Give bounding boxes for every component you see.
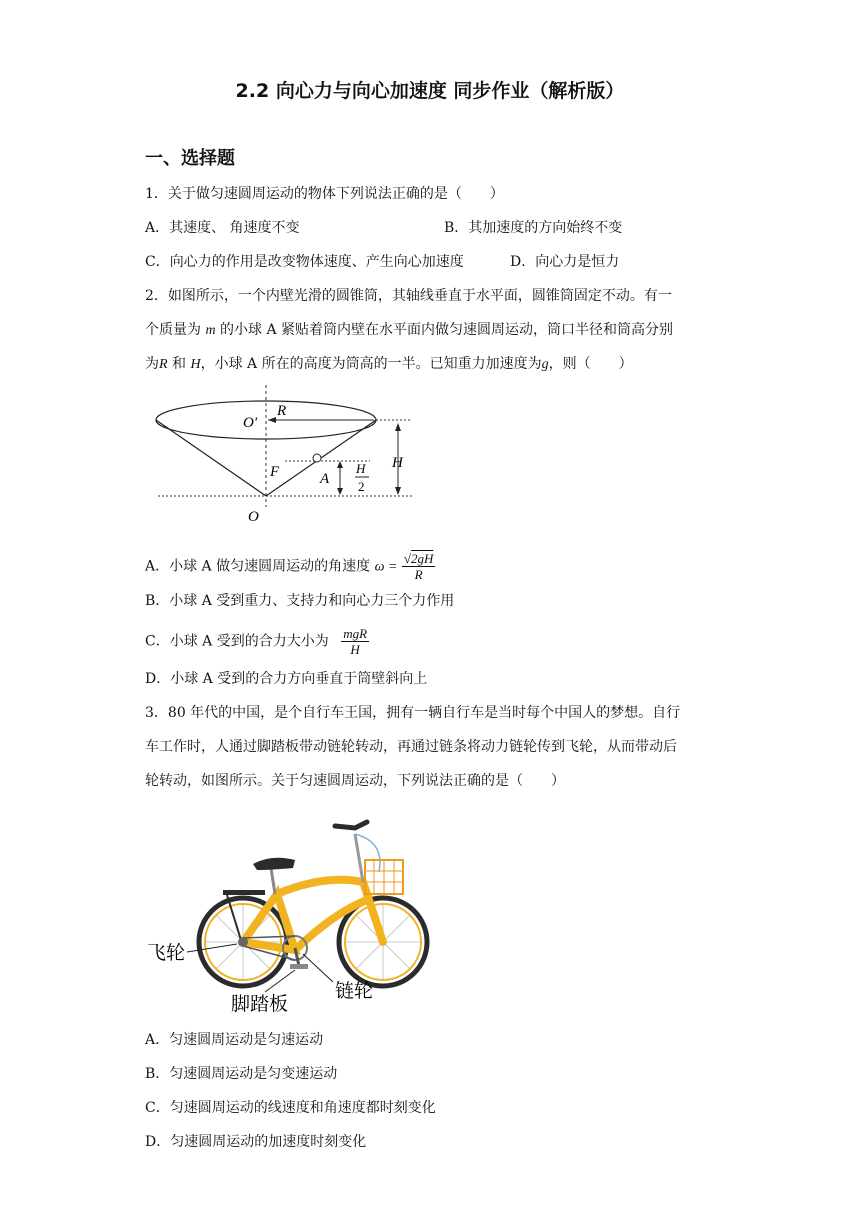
q2-var-m: m [205, 323, 216, 338]
label-flywheel: 飞轮 [147, 943, 186, 964]
bicycle-figure [145, 812, 445, 1022]
label-r: R [277, 403, 287, 419]
q2-var-r: R [159, 357, 168, 372]
q2-option-c [145, 626, 369, 656]
label-h-half-den: 2 [358, 479, 365, 494]
q2-option-c-text: C．小球 A 受到的合力大小为 [145, 633, 329, 650]
section-heading: 一、选择题 [145, 148, 235, 169]
label-chainwheel: 链轮 [335, 981, 374, 1002]
q2-option-a-text: A．小球 A 做匀速圆周运动的角速度 [145, 558, 371, 575]
q1-option-d: D．向心力是恒力 [510, 254, 620, 270]
q3-option-a: A．匀速圆周运动是匀速运动 [145, 1032, 324, 1048]
q2-option-a [145, 551, 435, 581]
q1-stem: 1．关于做匀速圆周运动的物体下列说法正确的是（ ） [145, 186, 504, 202]
omega-numerator: √2gH [403, 551, 434, 566]
document-title: 2.2 向心力与向心加速度 同步作业（解析版） [235, 80, 625, 102]
label-o: O [248, 509, 259, 525]
q2-stem-line2 [145, 320, 673, 341]
label-h: H [392, 455, 403, 471]
q2-text: ，小球 A 所在的高度为筒高的一半。已知重力加速度为 [200, 356, 542, 372]
q3-stem-line3: 轮转动，如图所示。关于匀速圆周运动，下列说法正确的是（ ） [145, 773, 565, 789]
q2-text: ，则（ ） [548, 356, 633, 372]
omega-radicand: 2gH [411, 551, 434, 566]
label-pedal: 脚踏板 [231, 994, 289, 1015]
q2-text: 为 [145, 356, 159, 372]
q2-option-d: D．小球 A 受到的合力方向垂直于筒壁斜向上 [145, 671, 428, 687]
omega-symbol: ω = [374, 559, 398, 575]
force-fraction [341, 626, 369, 657]
q3-option-c: C．匀速圆周运动的线速度和角速度都时刻变化 [145, 1100, 436, 1116]
q1-option-b: B．其加速度的方向始终不变 [444, 220, 623, 236]
q1-option-a: A．其速度、 角速度不变 [145, 220, 300, 236]
q2-stem-line3 [145, 354, 633, 375]
q2-text: 的小球 A 紧贴着筒内壁在水平面内做匀速圆周运动，筒口半径和筒高分别 [220, 322, 674, 338]
q2-var-g: g [541, 357, 549, 372]
omega-denominator: R [414, 567, 423, 582]
q2-text: 和 [172, 356, 187, 372]
q3-stem-line2: 车工作时，人通过脚踏板带动链轮转动，再通过链条将动力链轮传到飞轮，从而带动后 [145, 739, 677, 755]
cone-figure [150, 385, 430, 525]
q3-option-b: B．匀速圆周运动是匀变速运动 [145, 1066, 338, 1082]
label-f: F [270, 464, 280, 480]
omega-fraction [402, 551, 436, 582]
force-denominator: H [350, 642, 360, 657]
force-numerator: mgR [343, 626, 368, 641]
label-h-half-num: H [356, 461, 366, 476]
q3-option-d: D．匀速圆周运动的加速度时刻变化 [145, 1134, 367, 1150]
q3-stem-line1: 3．80 年代的中国，是个自行车王国，拥有一辆自行车是当时每个中国人的梦想。自行 [145, 705, 681, 721]
label-o-prime: O′ [243, 415, 258, 431]
q1-option-c: C．向心力的作用是改变物体速度、产生向心加速度 [145, 254, 464, 270]
q2-stem-line1: 2．如图所示，一个内壁光滑的圆锥筒，其轴线垂直于水平面，圆锥筒固定不动。有一 [145, 288, 672, 304]
q2-option-b: B．小球 A 受到重力、支持力和向心力三个力作用 [145, 593, 455, 609]
q2-var-h: H [190, 357, 201, 372]
label-a: A [320, 471, 330, 487]
q2-text: 个质量为 [145, 322, 201, 338]
